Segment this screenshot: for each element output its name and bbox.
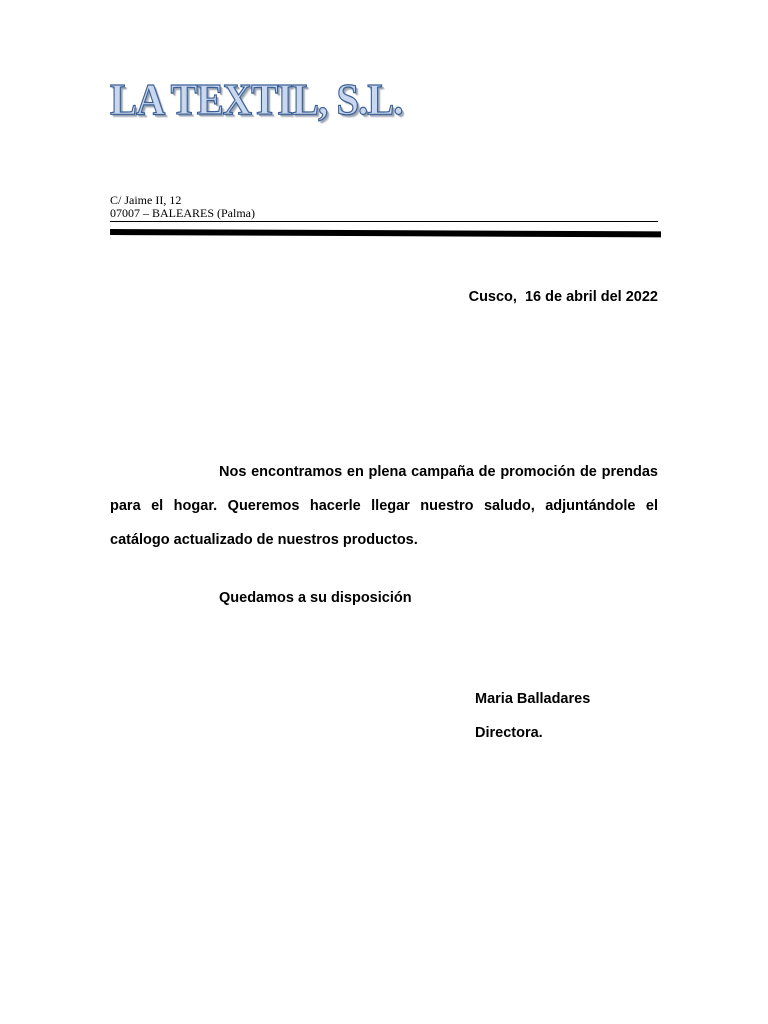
address-line-street: C/ Jaime II, 12 [110,193,182,207]
signer-title: Directora. [475,725,543,741]
company-logo: LA TEXTIL, S.L. [110,75,403,124]
address-line-city: 07007 – BALEARES (Palma) [110,206,255,220]
letter-body: Nos encontramos en plena campaña de promoción de prendas para el hogar. Queremos hacerle llegar nuestro saludo, adjuntándole el catálogo actualizado de nuestros productos. [110,464,658,548]
header-divider-thick [110,229,661,237]
header-divider-thin [110,221,658,222]
signer-name: Maria Balladares [475,691,591,707]
letter-closing: Quedamos a su disposición [219,590,412,606]
company-address [110,194,255,220]
letter-date: Cusco, 16 de abril del 2022 [468,289,658,305]
